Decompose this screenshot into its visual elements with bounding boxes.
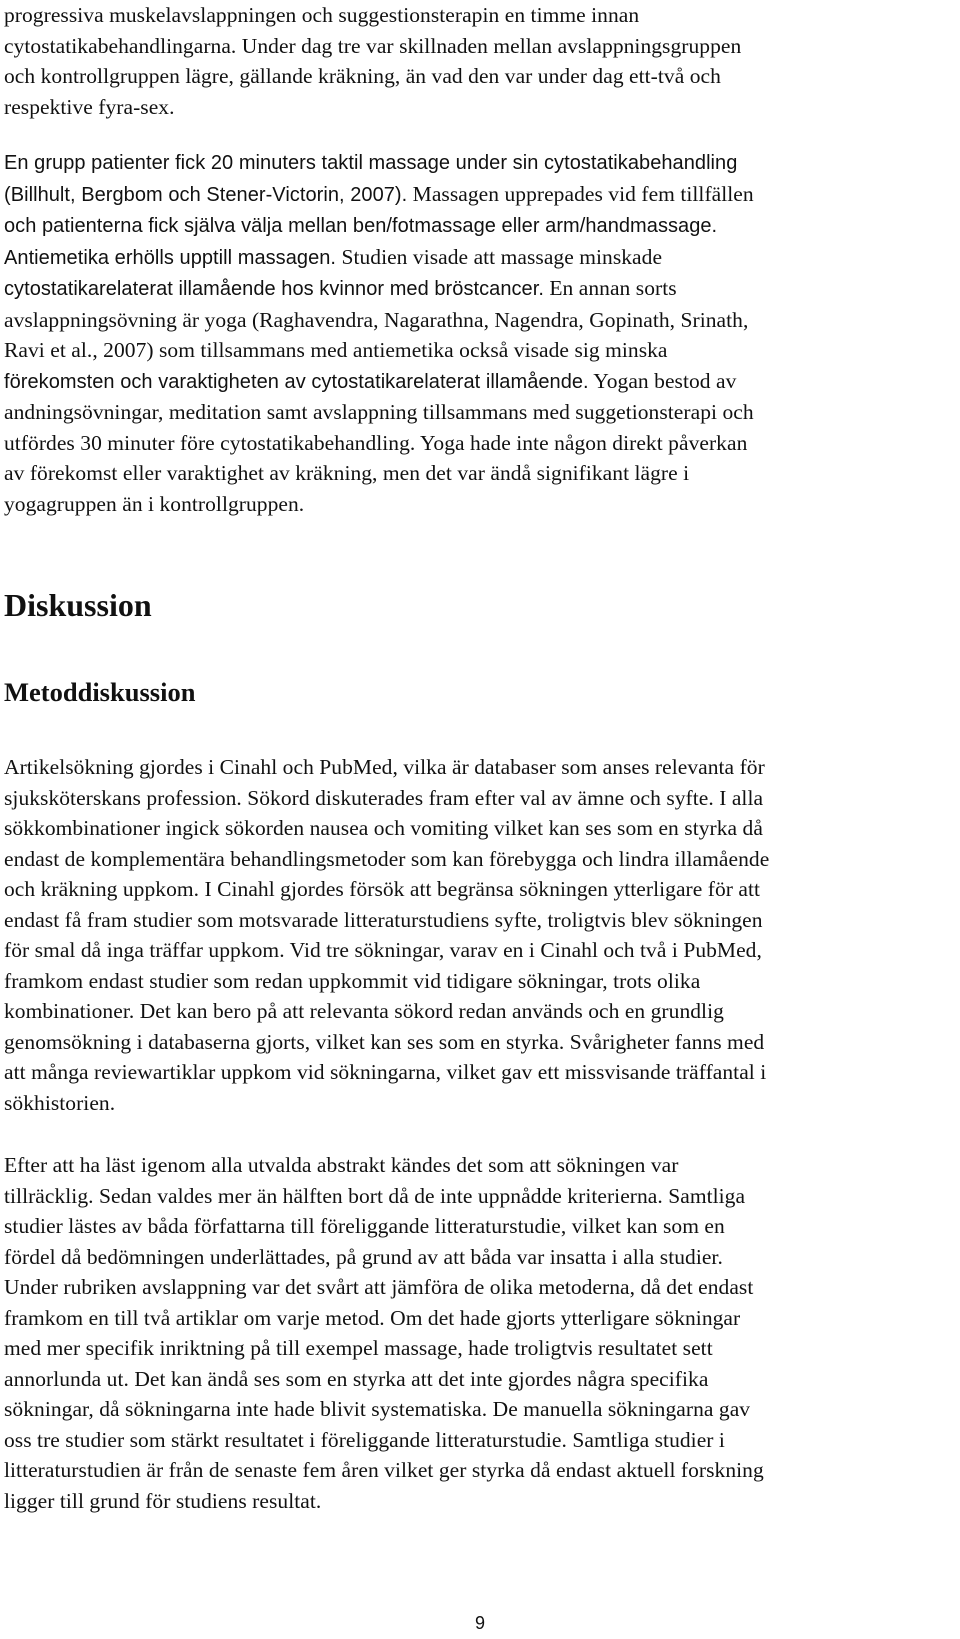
text-line: avslappningsövning är yoga (Raghavendra, Nagarathna, Nagendra, Gopinath, Srinath, (4, 307, 749, 332)
text-line: respektive fyra-sex. (4, 94, 175, 119)
text-line: Antiemetika erhölls upptill massagen. (4, 246, 337, 269)
text-line: och kontrollgruppen lägre, gällande kräkning, än vad den var under dag ett-två och (4, 64, 721, 88)
text-line: Yoga hade inte någon direkt påverkan (415, 430, 748, 455)
text-line: yogagruppen än i kontrollgruppen. (4, 491, 305, 516)
text-line: annorlunda ut. Det kan ändå ses som en styrka att det inte gjordes några specifika (4, 1366, 709, 1391)
text-line: utfördes 30 minuter före cytostatikabehandling. (4, 430, 416, 455)
paragraph-intro-continuation (4, 0, 952, 122)
text-line: ligger till grund för studiens resultat. (4, 1488, 322, 1513)
text-line: sökningar, då sökningarna inte hade blivit systematiska. De manuella sökningarna gav (4, 1397, 751, 1421)
text-line: En annan sorts (543, 276, 677, 300)
text-line: , 2007) som tillsammans med antiemetika också visade sig minska (92, 338, 668, 362)
text-line: Under rubriken avslappning var det svårt att jämföra de olika metoderna, då det endast (4, 1275, 754, 1299)
heading-diskussion: Diskussion (4, 587, 152, 623)
text-line: och patienterna fick själva välja mellan ben/fotmassage eller arm/handmassage. (4, 215, 718, 237)
text-line: genomsökning i databaserna gjorts, vilket kan ses som en styrka. Svårigheter fanns med (4, 1029, 765, 1054)
text-line: cytostatikarelaterat illamående hos kvinnor med bröstcancer. (4, 278, 544, 300)
text-line: framkom endast studier som redan uppkommit vid tidigare sökningar, trots olika (4, 968, 701, 993)
page-number: 9 (474, 1613, 485, 1633)
text-line: med mer specifik inriktning på till exempel massage, hade troligtvis resultatet sett (4, 1336, 713, 1360)
text-line: att många reviewartiklar uppkom vid sökningarna, vilket gav ett missvisande träffantal i (4, 1060, 767, 1084)
text-line: kombinationer. Det kan bero på att relevanta sökord redan används och en grundlig (4, 999, 724, 1023)
text-line: progressiva muskelavslappningen och suggestionsterapin en timme innan (4, 3, 640, 27)
text-line: En grupp patienter fick 20 minuters taktil massage under sin cytostatikabehandling (4, 152, 738, 174)
text-line: tillräcklig. Sedan valdes mer än hälften bort då de inte uppnådde kriterierna. Samtliga (4, 1183, 746, 1208)
text-line: Artikelsökning gjordes i Cinahl och PubMed, vilka är databaser som anses relevanta för (4, 755, 765, 779)
text-line: oss tre studier som stärkt resultatet i föreliggande litteraturstudie. Samtliga studier i (4, 1427, 725, 1452)
text-line: cytostatikabehandlingarna. Under dag tre var skillnaden mellan avslappningsgruppen (4, 33, 742, 58)
text-line: endast de komplementära behandlingsmetoder som kan förebygga och lindra illamående (4, 846, 770, 871)
text-line: av förekomst eller varaktighet av kräkning, men det var ändå signifikant lägre i (4, 461, 690, 485)
paragraph-method-selection (4, 1150, 952, 1516)
text-line: och kräkning uppkom. I Cinahl gjordes försök att begränsa sökningen ytterligare för att (4, 877, 761, 901)
paragraph-method-search (4, 752, 952, 1118)
text-line: Ravi et al. (4, 338, 93, 362)
heading-metoddiskussion: Metoddiskussion (4, 677, 196, 707)
text-line: litteraturstudien är från de senaste fem åren vilket ger styrka då endast aktuell forskning (4, 1458, 764, 1482)
text-line: sökkombinationer ingick sökorden nausea och vomiting vilket kan ses som en styrka då (4, 816, 763, 840)
text-line: (Billhult, Bergbom och Stener-Victorin, 2007). (4, 183, 408, 206)
text-line: Efter att ha läst igenom alla utvalda abstrakt kändes det som att sökningen var (4, 1153, 679, 1177)
text-line: andningsövningar, meditation samt avslappning tillsammans med suggetionsterapi och (4, 400, 754, 424)
text-line: sjuksköterskans profession. Sökord diskuterades fram efter val av ämne och syfte. I alla (4, 785, 764, 810)
text-line: Studien visade att massage minskade (336, 244, 663, 269)
text-line: Massagen upprepades vid fem tillfällen (407, 181, 754, 206)
text-line: studier lästes av båda författarna till föreliggande litteraturstudie, vilket kan som en (4, 1214, 725, 1238)
paragraph-massage-yoga (4, 147, 952, 519)
text-line: förekomsten och varaktigheten av cytostatikarelaterat illamående. (4, 370, 589, 393)
text-line: för smal då inga träffar uppkom. Vid tre sökningar, varav en i Cinahl och två i PubMed, (4, 938, 762, 962)
text-line: Yogan bestod av (588, 368, 737, 393)
text-line: framkom en till två artiklar om varje metod. Om det hade gjorts ytterligare sökningar (4, 1305, 741, 1330)
text-line: sökhistorien. (4, 1090, 116, 1115)
text-line: fördel då bedömningen underlättades, på grund av att båda var insatta i alla studier. (4, 1244, 723, 1269)
text-line: endast få fram studier som motsvarade litteraturstudiens syfte, troligtvis blev sökningen (4, 907, 763, 932)
